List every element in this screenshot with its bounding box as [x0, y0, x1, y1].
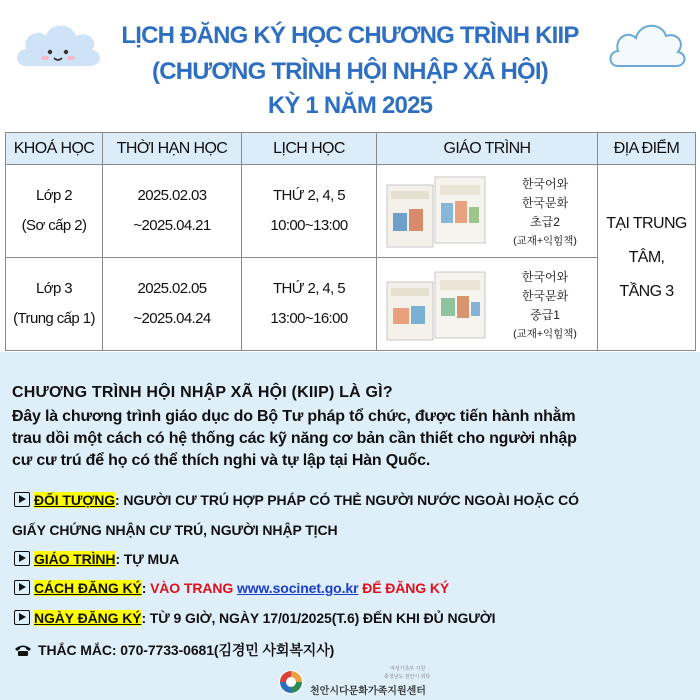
intro-paragraph: [12, 406, 692, 472]
period-end: ~2025.04.21: [133, 217, 211, 234]
contact-item: [14, 640, 334, 660]
course-level: (Trung cấp 1): [13, 310, 95, 327]
period-end: ~2025.04.24: [133, 310, 211, 327]
period-start: 2025.02.03: [137, 187, 207, 204]
textbook-cover-image: [385, 173, 491, 251]
cloud-outline-icon: [606, 12, 688, 76]
textbook-label: GIÁO TRÌNH: [34, 551, 116, 567]
header: [0, 0, 700, 128]
register-link[interactable]: www.socinet.go.kr: [236, 580, 359, 596]
textbook-info: [495, 175, 595, 251]
target-text-line-2: GIẤY CHỨNG NHẬN CƯ TRÚ, NGƯỜI NHẬP TỊCH: [12, 522, 338, 538]
page-title-line-1: LỊCH ĐĂNG KÝ HỌC CHƯƠNG TRÌNH KIIP: [121, 22, 579, 49]
target-item: [14, 492, 579, 508]
schedule-table: [5, 132, 696, 351]
textbook-cell: [377, 165, 598, 258]
target-label: ĐỐI TƯỢNG: [34, 492, 115, 508]
date-item: [14, 610, 495, 626]
schedule-time: 10:00~13:00: [270, 217, 348, 234]
logo-subtitle-2: 충청남도 천안시 위탁: [384, 674, 431, 680]
column-header-schedule: LỊCH HỌC: [242, 133, 377, 165]
period-cell: [103, 258, 242, 351]
center-logo-icon: [278, 669, 304, 695]
register-item: [14, 580, 449, 596]
textbook-title-2: 한국문화: [521, 196, 569, 210]
date-label: NGÀY ĐĂNG KÝ: [34, 610, 142, 626]
column-header-location: ĐỊA ĐIỂM: [598, 133, 696, 165]
textbook-level: 초급2: [530, 215, 560, 229]
center-name: 천안시다문화가족지원센터: [310, 686, 426, 697]
location-line-3: TẦNG 3: [619, 282, 674, 300]
page-title-line-2: (CHƯƠNG TRÌNH HỘI NHẬP XÃ HỘI): [152, 58, 548, 85]
page-title-line-3: KỲ 1 NĂM 2025: [267, 92, 433, 119]
column-header-course: KHOÁ HỌC: [6, 133, 103, 165]
logo-subtitle-1: 여성가족부 지원: [390, 666, 426, 672]
location-line-2: TÂM,: [628, 248, 665, 266]
target-item-continued: [12, 522, 338, 538]
textbook-info: [495, 268, 595, 344]
schedule-cell: [242, 165, 377, 258]
phone-icon: [14, 644, 32, 656]
location-cell: [598, 165, 696, 351]
intro-line-1: Đây là chương trình giáo dục do Bộ Tư pháp tổ chức, được tiến hành nhằm: [12, 408, 576, 425]
intro-line-3: cư cư trú để họ có thể thích nghi và tự lập tại Hàn Quốc.: [12, 452, 431, 469]
info-section: [0, 352, 700, 700]
register-colon: :: [141, 580, 151, 596]
textbook-item: [14, 551, 179, 567]
course-name: Lớp 2: [35, 187, 73, 204]
schedule-days: THỨ 2, 4, 5: [272, 280, 346, 297]
column-header-textbook: GIÁO TRÌNH: [377, 133, 598, 165]
textbook-note: (교재+익힘책): [513, 235, 577, 247]
register-text-1: VÀO TRANG: [150, 580, 237, 596]
intro-line-2: trau dồi một cách có hệ thống các kỹ năng cơ bản cần thiết cho người nhập: [12, 430, 577, 447]
schedule-time: 13:00~16:00: [270, 310, 348, 327]
location-line-1: TẠI TRUNG: [606, 214, 687, 232]
play-box-icon: [14, 492, 30, 507]
date-text: : TỪ 9 GIỜ, NGÀY 17/01/2025(T.6) ĐẾN KHI ĐỦ NGƯỜI: [141, 610, 496, 626]
textbook-cell: [377, 258, 598, 351]
period-start: 2025.02.05: [137, 280, 207, 297]
register-label: CÁCH ĐĂNG KÝ: [34, 580, 142, 596]
textbook-text: : TỰ MUA: [115, 551, 180, 567]
period-cell: [103, 165, 242, 258]
column-header-period: THỜI HẠN HỌC: [103, 133, 242, 165]
course-name: Lớp 3: [35, 280, 73, 297]
course-cell: [6, 258, 103, 351]
intro-heading: CHƯƠNG TRÌNH HỘI NHẬP XÃ HỘI (KIIP) LÀ GÌ?: [12, 384, 393, 401]
schedule-days: THỨ 2, 4, 5: [272, 187, 346, 204]
course-level: (Sơ cấp 2): [21, 217, 87, 234]
textbook-note: (교재+익힘책): [513, 328, 577, 340]
target-text-line-1: : NGƯỜI CƯ TRÚ HỢP PHÁP CÓ THẺ NGƯỜI NƯỚC NGOÀI HOẶC CÓ: [115, 492, 579, 508]
play-box-icon: [14, 610, 30, 625]
table-row: [6, 258, 696, 351]
play-box-icon: [14, 551, 30, 566]
contact-text: THẮC MẮC: 070-7733-0681(김경민 사회복지사): [38, 642, 335, 658]
center-logo: [278, 665, 448, 697]
schedule-cell: [242, 258, 377, 351]
table-header-row: [6, 133, 696, 165]
course-cell: [6, 165, 103, 258]
textbook-title-2: 한국문화: [521, 289, 569, 303]
textbook-cover-image: [385, 266, 491, 344]
table-row: [6, 165, 696, 258]
play-box-icon: [14, 580, 30, 595]
register-text-2: ĐỂ ĐĂNG KÝ: [358, 580, 450, 596]
textbook-title-1: 한국어와: [521, 177, 569, 191]
textbook-level: 중급1: [530, 308, 560, 322]
textbook-title-1: 한국어와: [521, 270, 569, 284]
